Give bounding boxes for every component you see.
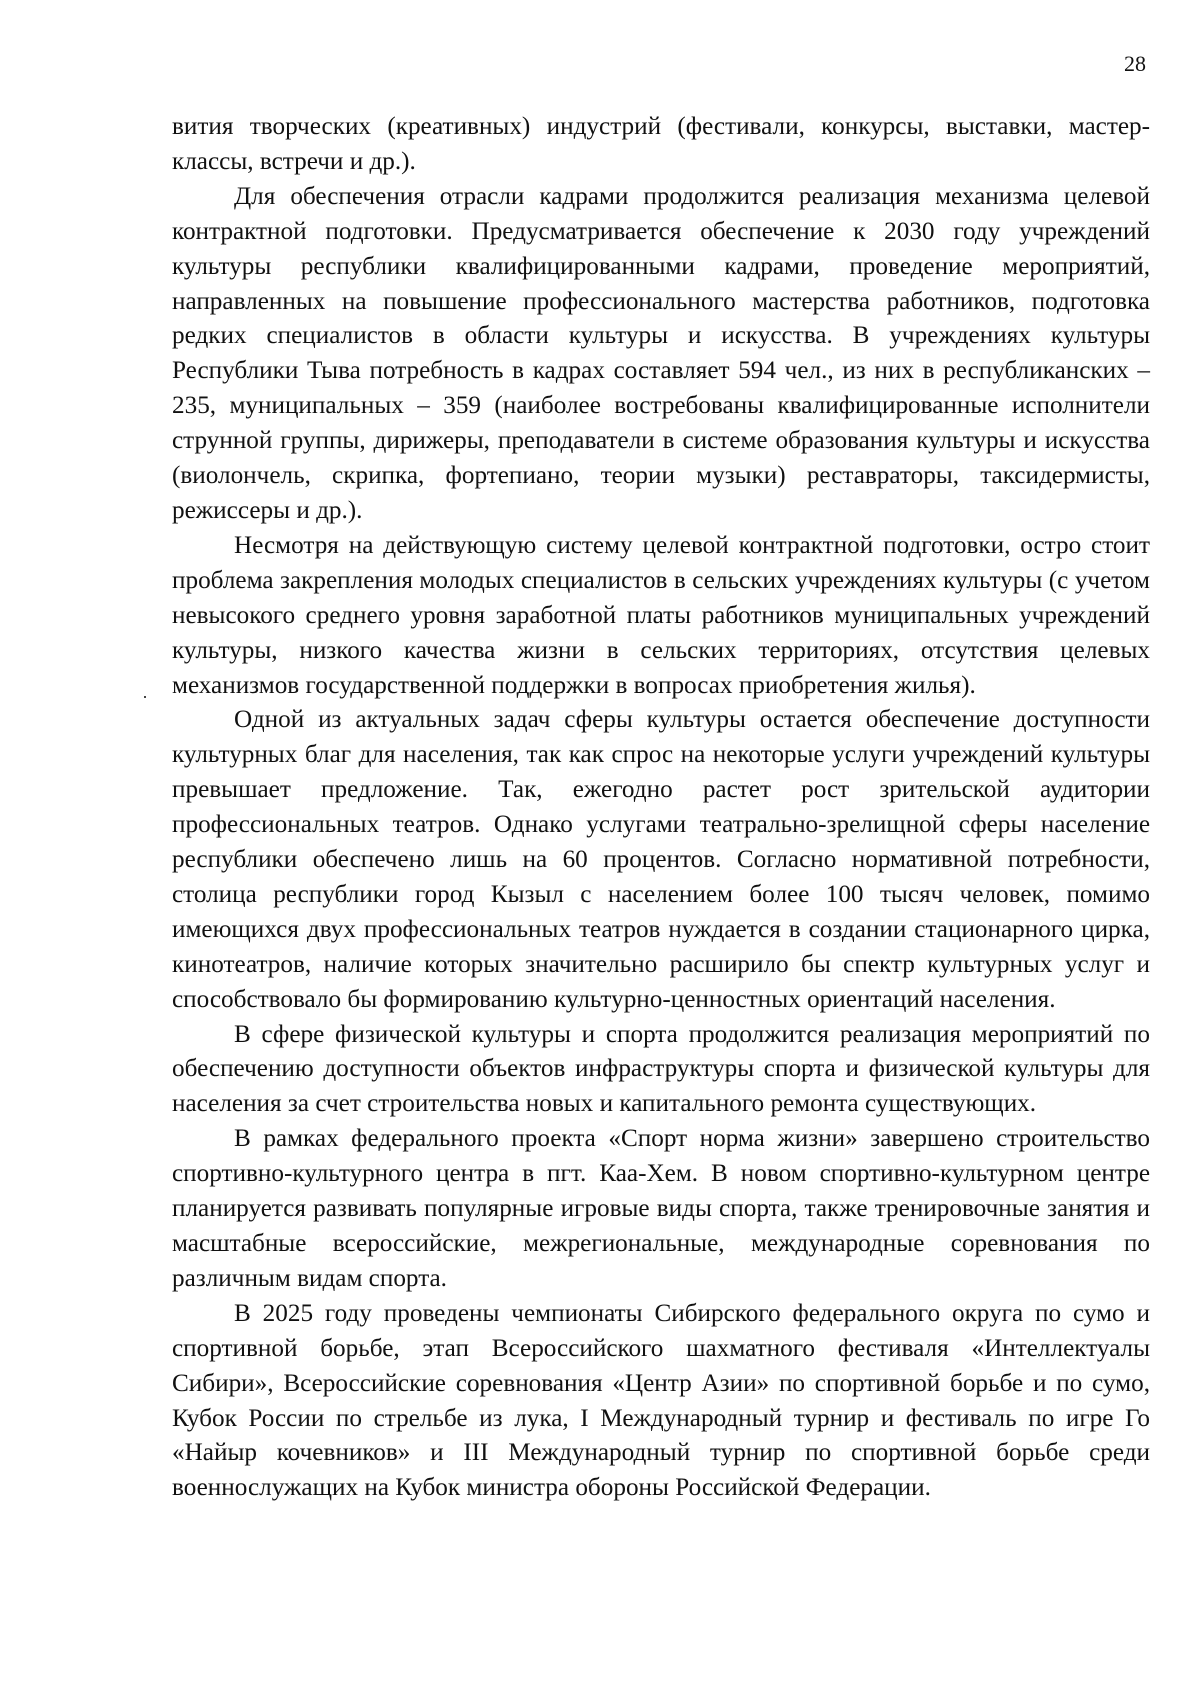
- paragraph-2: Для обеспечения отрасли кадрами продолжится реализация механизма целевой контрактной подготовки. Предусматривается обеспечение к 2030 году учреждений культуры республики квалифицированными кадрами, проведение мероприятий, направленных на повышение профессионального мастерства работников, подготовка редких специалистов в области культуры и искусства. В учреждениях культуры Республики Тыва потребность в кадрах составляет 594 чел., из них в республиканских – 235, муниципальных – 359 (наиболее востребованы квалифицированные исполнители струнной группы, дирижеры, преподаватели в системе образования культуры и искусства (виолончель, скрипка, фортепиано, теории музыки) реставраторы, таксидермисты, режиссеры и др.).: [172, 182, 1150, 524]
- page-number: 28: [1124, 51, 1146, 76]
- paragraph-1: вития творческих (креативных) индустрий (фестивали, конкурсы, выставки, мастер-классы, встречи и др.).: [172, 113, 1150, 175]
- paragraph-5: В сфере физической культуры и спорта продолжится реализация мероприятий по обеспечению доступности объектов инфраструктуры спорта и физической культуры для населения за счет строительства новых и капитального ремонта существующих.: [172, 1020, 1150, 1118]
- paragraph-7: В 2025 году проведены чемпионаты Сибирского федерального округа по сумо и спортивной борьбе, этап Всероссийского шахматного фестиваля «Интеллектуалы Сибири», Всероссийские соревнования «Центр Азии» по спортивной борьбе и по сумо, Кубок России по стрельбе из лука, I Международный турнир и фестиваль по игре Го «Найыр кочевников» и III Международный турнир по спортивной борьбе среди военнослужащих на Кубок министра обороны Российской Федерации.: [172, 1299, 1150, 1502]
- body-text: [172, 110, 1150, 1506]
- paragraph-4: Одной из актуальных задач сферы культуры остается обеспечение доступности культурных благ для населения, так как спрос на некоторые услуги учреждений культуры превышает предложение. Так, ежегодно растет рост зрительской аудитории профессиональных театров. Однако услугами театрально-зрелищной сферы население республики обеспечено лишь на 60 процентов. Согласно нормативной потребности, столица республики город Кызыл с населением более 100 тысяч человек, помимо имеющихся двух профессиональных театров нуждается в создании стационарного цирка, кинотеатров, наличие которых значительно расширило бы спектр культурных услуг и способствовало бы формированию культурно-ценностных ориентаций населения.: [172, 706, 1150, 1013]
- paragraph-3: Несмотря на действующую систему целевой контрактной подготовки, остро стоит проблема закрепления молодых специалистов в сельских учреждениях культуры (с учетом невысокого среднего уровня заработной платы работников муниципальных учреждений культуры, низкого качества жизни в сельских территориях, отсутствия целевых механизмов государственной поддержки в вопросах приобретения жилья).: [172, 531, 1150, 699]
- scan-artifact: [144, 696, 146, 698]
- paragraph-6: В рамках федерального проекта «Спорт норма жизни» завершено строительство спортивно-культурного центра в пгт. Каа-Хем. В новом спортивно-культурном центре планируется развивать популярные игровые виды спорта, также тренировочные занятия и масштабные всероссийские, межрегиональные, международные соревнования по различным видам спорта.: [172, 1125, 1150, 1292]
